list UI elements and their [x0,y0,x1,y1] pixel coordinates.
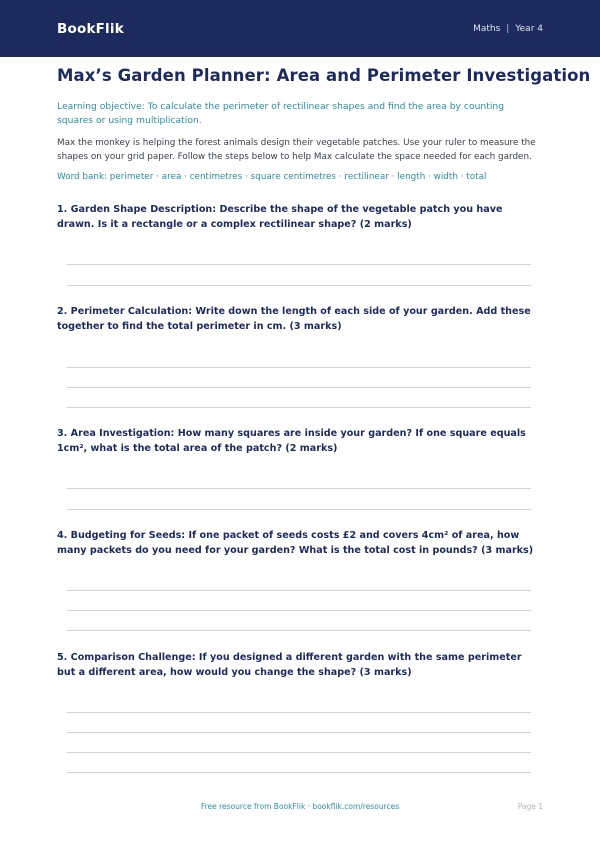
answer-line[interactable] [67,509,531,510]
page-title: Max’s Garden Planner: Area and Perimeter Investigation [57,66,591,85]
answer-line[interactable] [67,610,531,611]
question-2: 2. Perimeter Calculation: Write down the length of each side of your garden. Add these together to find the total perimeter in cm. (3 marks) [57,306,531,332]
answer-line[interactable] [67,772,531,773]
answer-line[interactable] [67,630,531,631]
answer-line[interactable] [67,285,531,286]
answer-line[interactable] [67,752,531,753]
intro-paragraph: Max the monkey is helping the forest animals design their vegetable patches. Use your ruler to measure the shapes on your grid paper. Follow the steps below to help Max calculate the space needed for each garden. [57,138,536,162]
answer-line[interactable] [67,488,531,489]
answer-line[interactable] [67,264,531,265]
answer-line[interactable] [67,367,531,368]
breadcrumb [473,24,543,34]
answer-line[interactable] [67,590,531,591]
question-4: 4. Budgeting for Seeds: If one packet of seeds costs £2 and covers 4cm² of area, how many packets do you need for your garden? What is the total cost in pounds? (3 marks) [57,530,534,556]
answer-line[interactable] [67,407,531,408]
answer-line[interactable] [67,387,531,388]
subject-label: Maths [473,23,501,34]
question-1: 1. Garden Shape Description: Describe the shape of the vegetable patch you have drawn. Is it a rectangle or a complex rectilinear shape? (2 marks) [57,204,503,230]
question-5: 5. Comparison Challenge: If you designed a different garden with the same perimeter but a different area, how would you change the shape? (3 marks) [57,652,522,678]
page-number: Page 1 [517,802,543,811]
footer-source[interactable]: Free resource from BookFlik · bookflik.com/resources [200,802,400,811]
word-bank: Word bank: perimeter · area · centimetres · square centimetres · rectilinear · length · width · total [57,172,487,182]
answer-line[interactable] [67,732,531,733]
question-3: 3. Area Investigation: How many squares are inside your garden? If one square equals 1cm², what is the total area of the patch? (2 marks) [57,428,526,454]
answer-line[interactable] [67,712,531,713]
learning-objective: Learning objective: To calculate the perimeter of rectilinear shapes and find the area by counting squares or using multiplication. [57,101,505,126]
header-bar [0,0,600,57]
brand-logo[interactable]: BookFlik [57,20,124,37]
year-label: Year 4 [515,23,543,34]
breadcrumb-separator: | [506,23,510,34]
